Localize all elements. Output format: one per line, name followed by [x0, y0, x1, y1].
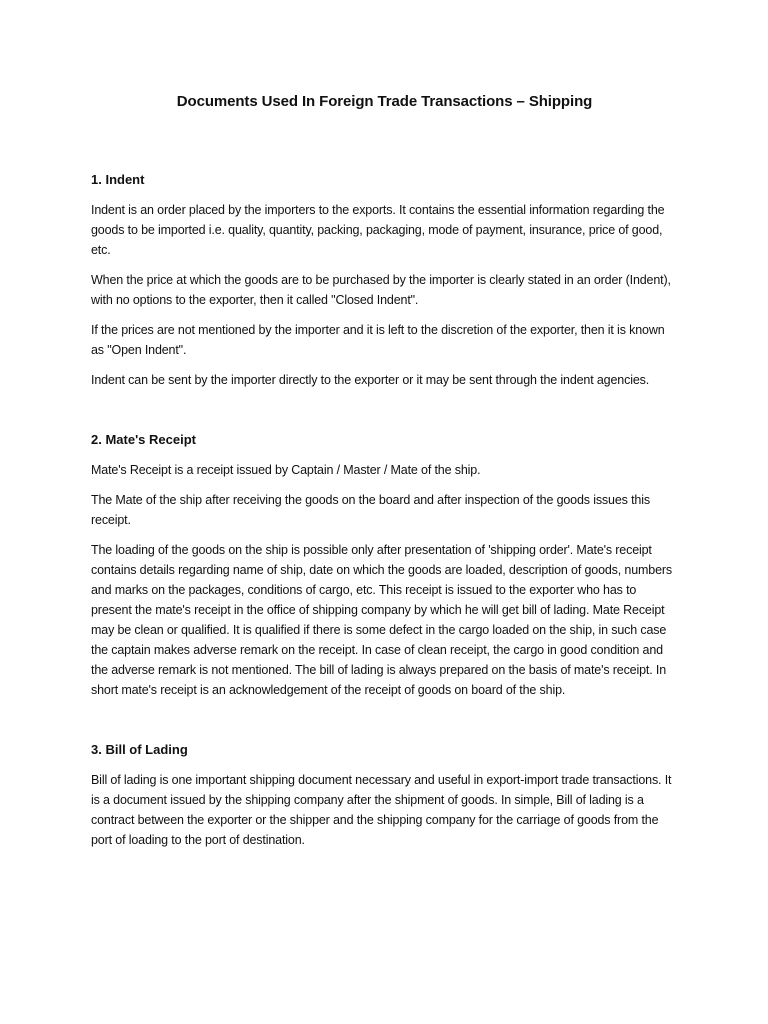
paragraph: If the prices are not mentioned by the importer and it is left to the discretion of the exporter, then it is known as "Open Indent". — [91, 323, 665, 357]
paragraph: The Mate of the ship after receiving the goods on the board and after inspection of the goods issues this receipt. — [91, 493, 650, 527]
paragraph: Indent is an order placed by the importers to the exports. It contains the essential information regarding the goods to be imported i.e. quality, quantity, packing, packaging, mode of payment, insurance, price of good, etc. — [91, 203, 665, 257]
paragraph: The loading of the goods on the ship is possible only after presentation of 'shipping order'. Mate's receipt contains details regarding name of ship, date on which the goods are loaded, description of goods, numbers and marks on the packages, conditions of cargo, etc. This receipt is issued to the exporter who has to present the mate's receipt in the office of shipping company by which he will get bill of lading. Mate Receipt may be clean or qualified. It is qualified if there is some defect in the cargo loaded on the ship, in such case the captain makes adverse remark on the receipt. In case of clean receipt, the cargo in good condition and the adverse remark is not mentioned. The bill of lading is always prepared on the basis of mate's receipt. In short mate's receipt is an acknowledgement of the receipt of goods on board of the ship. — [91, 543, 673, 697]
section-heading: 1. Indent — [91, 172, 145, 187]
section-bill-of-lading — [91, 740, 678, 850]
section-heading: 2. Mate's Receipt — [91, 432, 196, 447]
paragraph: Indent can be sent by the importer directly to the exporter or it may be sent through the indent agencies. — [91, 373, 650, 387]
paragraph: Bill of lading is one important shipping document necessary and useful in export-import trade transactions. It is a document issued by the shipping company after the shipment of goods. In simple, Bill of lading is a contract between the exporter or the shipper and the shipping company for the carriage of goods from the port of loading to the port of destination. — [91, 773, 672, 847]
section-heading: 3. Bill of Lading — [91, 742, 188, 757]
document-title: Documents Used In Foreign Trade Transactions – Shipping — [176, 93, 593, 110]
paragraph: Mate's Receipt is a receipt issued by Captain / Master / Mate of the ship. — [91, 463, 481, 477]
paragraph: When the price at which the goods are to be purchased by the importer is clearly stated in an order (Indent), with no options to the exporter, then it called "Closed Indent". — [91, 273, 671, 307]
section-mates-receipt — [91, 430, 678, 700]
section-indent — [91, 170, 678, 390]
